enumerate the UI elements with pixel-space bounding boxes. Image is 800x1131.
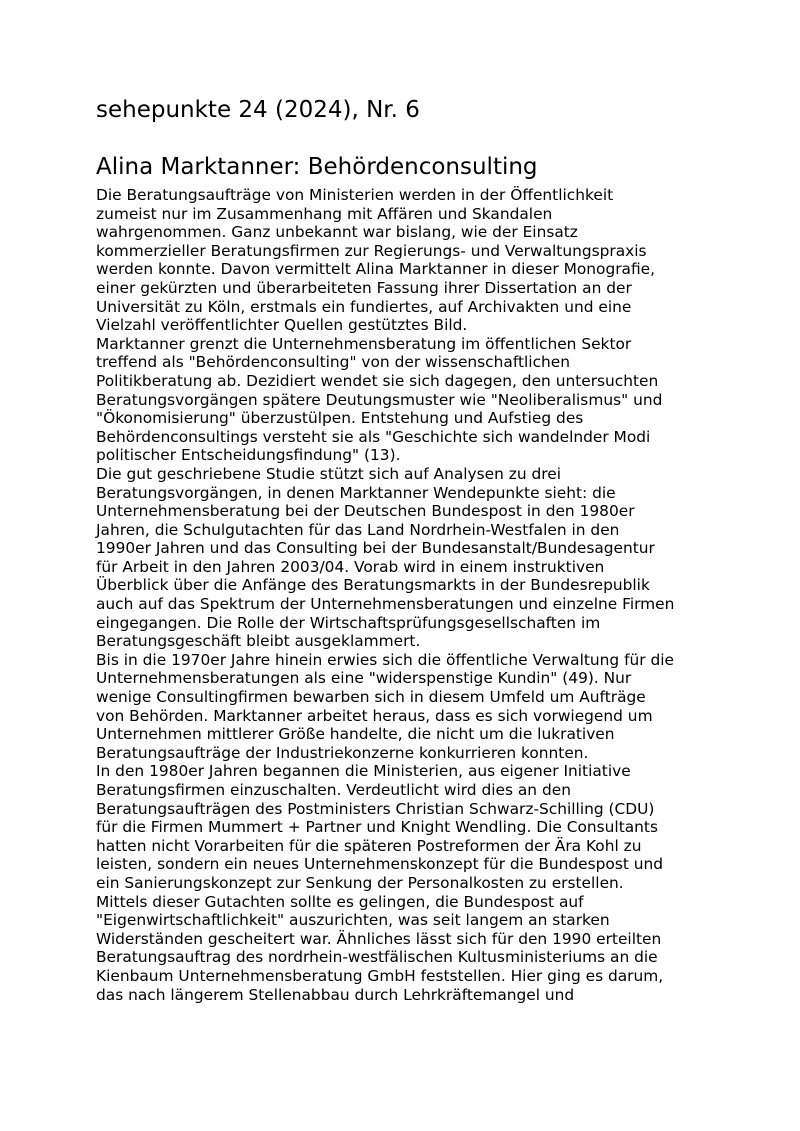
text-line: Beratungsvorgängen, in denen Marktanner Wendepunkte sieht: die bbox=[96, 483, 616, 502]
text-line: werden konnte. Davon vermittelt Alina Marktanner in dieser Monografie, bbox=[96, 260, 656, 279]
text-line: Universität zu Köln, erstmals ein fundiertes, auf Archivakten und eine bbox=[96, 297, 632, 316]
text-line: hatten nicht Vorarbeiten für die späteren Postreformen der Ära Kohl zu bbox=[96, 836, 642, 855]
journal-title: sehepunkte 24 (2024), Nr. 6 bbox=[96, 97, 420, 123]
text-line: wenige Consultingfirmen bewarben sich in diesem Umfeld um Aufträge bbox=[96, 688, 646, 707]
article-title: Alina Marktanner: Behördenconsulting bbox=[96, 154, 538, 180]
text-line: für Arbeit in den Jahren 2003/04. Vorab wird in einem instruktiven bbox=[96, 557, 605, 576]
text-line: Beratungsgeschäft bleibt ausgeklammert. bbox=[96, 632, 421, 651]
text-line: "Ökonomisierung" überzustülpen. Entstehung und Aufstieg des bbox=[96, 409, 584, 428]
text-line: Die gut geschriebene Studie stützt sich auf Analysen zu drei bbox=[96, 464, 562, 483]
text-line: Beratungsvorgängen spätere Deutungsmuster wie "Neoliberalismus" und bbox=[96, 390, 663, 409]
text-line: eingegangen. Die Rolle der Wirtschaftsprüfungsgesellschaften im bbox=[96, 613, 601, 632]
text-line: Marktanner grenzt die Unternehmensberatung im öffentlichen Sektor bbox=[96, 334, 632, 353]
text-line: Beratungsaufträge der Industriekonzerne konkurrieren konnten. bbox=[96, 743, 589, 762]
text-line: Politikberatung ab. Dezidiert wendet sie sich dagegen, den untersuchten bbox=[96, 371, 659, 390]
text-line: leisten, sondern ein neues Unternehmenskonzept für die Bundespost und bbox=[96, 855, 664, 874]
text-line: wahrgenommen. Ganz unbekannt war bislang, wie der Einsatz bbox=[96, 223, 578, 242]
text-line: Widerständen gescheitert war. Ähnliches lässt sich für den 1990 erteilten bbox=[96, 929, 662, 948]
text-line: Kienbaum Unternehmensberatung GmbH feststellen. Hier ging es darum, bbox=[96, 966, 664, 985]
text-line: zumeist nur im Zusammenhang mit Affären und Skandalen bbox=[96, 204, 553, 223]
text-line: Mittels dieser Gutachten sollte es gelingen, die Bundespost auf bbox=[96, 892, 584, 911]
text-line: von Behörden. Marktanner arbeitet heraus, dass es sich vorwiegend um bbox=[96, 706, 653, 725]
text-line: Die Beratungsaufträge von Ministerien werden in der Öffentlichkeit bbox=[96, 186, 614, 204]
text-line: Beratungsfirmen einzuschalten. Verdeutlicht wird dies an den bbox=[96, 781, 571, 799]
text-line: Beratungsaufträgen des Postministers Christian Schwarz-Schilling (CDU) bbox=[96, 799, 655, 818]
text-line: politischer Entscheidungsfindung" (13). bbox=[96, 446, 401, 465]
text-line: In den 1980er Jahren begannen die Ministerien, aus eigener Initiative bbox=[96, 762, 631, 781]
text-line: ein Sanierungskonzept zur Senkung der Personalkosten zu erstellen. bbox=[96, 873, 624, 892]
text-line: 1990er Jahren und das Consulting bei der Bundesanstalt/Bundesagentur bbox=[96, 539, 655, 558]
text-line: für die Firmen Mummert + Partner und Knight Wendling. Die Consultants bbox=[96, 818, 658, 837]
text-line: Überblick über die Anfänge des Beratungsmarkts in der Bundesrepublik bbox=[96, 576, 650, 595]
text-line: Beratungsauftrag des nordrhein-westfälischen Kultusministeriums an die bbox=[96, 948, 658, 967]
document-page bbox=[96, 93, 716, 1004]
text-line: Unternehmen mittlerer Größe handelte, die nicht um die lukrativen bbox=[96, 725, 615, 744]
text-line: Bis in die 1970er Jahre hinein erwies sich die öffentliche Verwaltung für die bbox=[96, 650, 674, 669]
text-line: treffend als "Behördenconsulting" von der wissenschaftlichen bbox=[96, 353, 571, 372]
article-body bbox=[96, 186, 716, 1004]
text-line: Unternehmensberatung bei der Deutschen Bundespost in den 1980er bbox=[96, 502, 635, 521]
text-line: "Eigenwirtschaftlichkeit" auszurichten, was seit langem an starken bbox=[96, 911, 610, 930]
text-line: das nach längerem Stellenabbau durch Lehrkräftemangel und bbox=[96, 985, 575, 1004]
text-line: Behördenconsultings versteht sie als "Geschichte sich wandelnder Modi bbox=[96, 427, 651, 446]
text-line: auch auf das Spektrum der Unternehmensberatungen und einzelne Firmen bbox=[96, 595, 675, 614]
text-line: einer gekürzten und überarbeiteten Fassung ihrer Dissertation an der bbox=[96, 278, 632, 297]
text-line: Jahren, die Schulgutachten für das Land Nordrhein-Westfalen in den bbox=[96, 520, 620, 539]
text-line: Vielzahl veröffentlichter Quellen gestütztes Bild. bbox=[96, 316, 468, 335]
text-line: kommerzieller Beratungsfirmen zur Regierungs- und Verwaltungspraxis bbox=[96, 241, 647, 260]
text-line: Unternehmensberatungen als eine "widerspenstige Kundin" (49). Nur bbox=[96, 669, 632, 688]
